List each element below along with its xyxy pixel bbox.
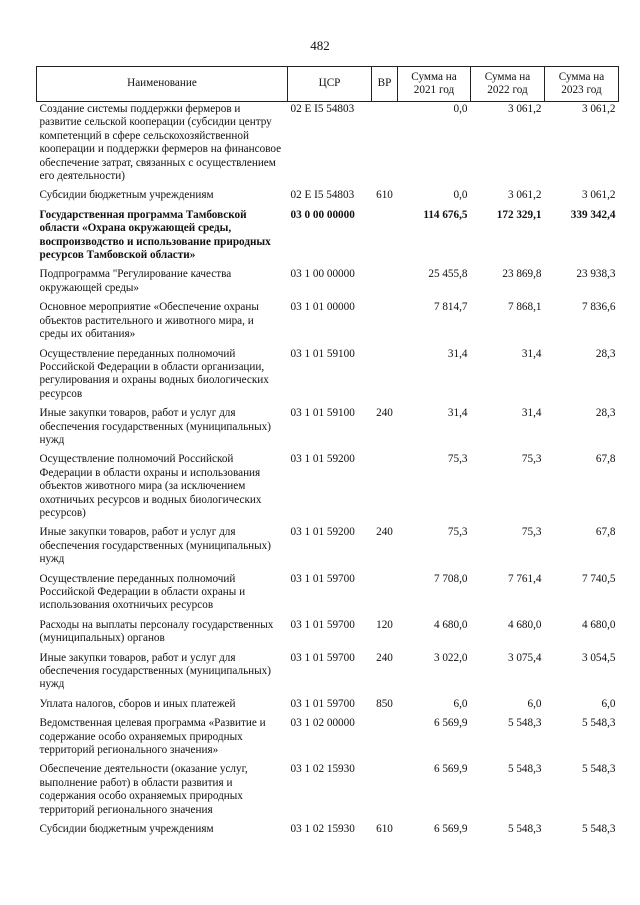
row-sum-2022: 5 548,3 <box>507 717 542 730</box>
table-row <box>37 406 619 452</box>
row-sum-2023: 7 836,6 <box>581 301 616 314</box>
row-sum-2021: 75,3 <box>447 526 468 539</box>
row-sum-2021: 31,4 <box>447 407 468 420</box>
row-vr-code <box>372 300 398 346</box>
row-vr-code: 610 <box>376 823 393 836</box>
row-sum-2022: 75,3 <box>521 526 542 539</box>
row-vr-code: 120 <box>376 618 393 631</box>
row-sum-2022: 4 680,0 <box>507 618 542 631</box>
row-name: Субсидии бюджетным учреждениям <box>39 189 214 202</box>
row-sum-2023: 6,0 <box>601 697 616 710</box>
row-sum-2023: 28,3 <box>595 347 616 360</box>
row-sum-2023: 28,3 <box>595 407 616 420</box>
table-row <box>37 572 619 618</box>
row-sum-2021: 7 708,0 <box>433 572 468 585</box>
row-sum-2021: 3 022,0 <box>433 651 468 664</box>
row-vr-code <box>372 452 398 525</box>
row-csr-code: 03 1 01 59100 <box>290 347 355 360</box>
table-row <box>37 208 619 268</box>
row-sum-2021: 0,0 <box>453 189 468 202</box>
row-sum-2023: 67,8 <box>595 453 616 466</box>
row-name: Государственная программа Тамбовской области «Охрана окружающей среды, воспроизводство и использование природных ресурсов Тамбовской области» <box>39 208 271 262</box>
row-vr-code <box>372 208 398 268</box>
row-sum-2022: 3 061,2 <box>507 103 542 115</box>
budget-table <box>36 66 619 842</box>
row-name: Расходы на выплаты персоналу государственных (муниципальных) органов <box>39 618 274 645</box>
row-csr-code: 02 Е I5 54803 <box>290 189 355 202</box>
row-csr-code: 03 1 01 00000 <box>290 301 355 314</box>
row-vr-code <box>372 102 398 189</box>
row-name: Осуществление переданных полномочий Российской Федерации в области организации, регулирования и охраны водных биологических ресурсов <box>39 347 269 400</box>
table-row <box>37 188 619 207</box>
table-row <box>37 618 619 651</box>
table-row <box>37 697 619 716</box>
row-name: Обеспечение деятельности (оказание услуг, выполнение работ) в области развития и содержания особо охраняемых природных территорий регионального значения <box>39 763 248 816</box>
row-name: Уплата налогов, сборов и иных платежей <box>39 697 236 710</box>
row-sum-2023: 7 740,5 <box>581 572 616 585</box>
row-sum-2023: 23 938,3 <box>576 268 616 281</box>
row-sum-2021: 7 814,7 <box>433 301 468 314</box>
row-csr-code: 03 1 01 59700 <box>290 651 355 664</box>
row-sum-2022: 75,3 <box>521 453 542 466</box>
header-name: Наименование <box>37 67 288 102</box>
row-sum-2022: 7 868,1 <box>507 301 542 314</box>
row-csr-code: 03 1 01 59200 <box>290 453 355 466</box>
row-name: Иные закупки товаров, работ и услуг для обеспечения государственных (муниципальных) нужд <box>39 651 271 691</box>
row-vr-code <box>372 347 398 407</box>
table-row <box>37 762 619 822</box>
row-csr-code: 03 1 01 59200 <box>290 526 355 539</box>
row-csr-code: 03 1 01 59700 <box>290 618 355 631</box>
row-sum-2022: 23 869,8 <box>502 268 542 281</box>
row-sum-2022: 172 329,1 <box>496 208 542 221</box>
row-vr-code: 240 <box>376 526 393 539</box>
row-sum-2022: 6,0 <box>527 697 542 710</box>
row-sum-2023: 67,8 <box>595 526 616 539</box>
row-sum-2022: 3 061,2 <box>507 189 542 202</box>
table-row <box>37 452 619 525</box>
row-csr-code: 02 Е I5 54803 <box>290 103 355 115</box>
header-sum-2022: Сумма на 2022 год <box>471 67 545 102</box>
table-row <box>37 651 619 697</box>
row-sum-2021: 4 680,0 <box>433 618 468 631</box>
table-row <box>37 347 619 407</box>
row-sum-2023: 3 061,2 <box>581 189 616 202</box>
row-sum-2021: 0,0 <box>453 103 468 115</box>
row-vr-code <box>372 572 398 618</box>
row-name: Иные закупки товаров, работ и услуг для обеспечения государственных (муниципальных) нужд <box>39 526 271 566</box>
table-row <box>37 102 619 189</box>
table-row <box>37 822 619 841</box>
row-name: Субсидии бюджетным учреждениям <box>39 823 214 836</box>
table-header <box>37 67 619 102</box>
row-csr-code: 03 1 00 00000 <box>290 268 355 281</box>
row-sum-2021: 6,0 <box>453 697 468 710</box>
header-sum-2023: Сумма на 2023 год <box>545 67 619 102</box>
row-sum-2023: 3 054,5 <box>581 651 616 664</box>
row-sum-2023: 5 548,3 <box>581 763 616 776</box>
row-name: Осуществление полномочий Российской Федерации в области охраны и использования объектов животного мира (за исключением охотничьих ресурсов и водных биологических ресурсов) <box>39 453 262 519</box>
row-sum-2021: 6 569,9 <box>433 717 468 730</box>
table-row <box>37 300 619 346</box>
row-name: Иные закупки товаров, работ и услуг для обеспечения государственных (муниципальных) нужд <box>39 407 271 446</box>
page-number: 482 <box>310 38 330 53</box>
row-vr-code: 610 <box>376 189 393 202</box>
row-vr-code <box>372 716 398 762</box>
row-sum-2022: 3 075,4 <box>507 651 542 664</box>
row-name: Подпрограмма "Регулирование качества окружающей среды» <box>39 268 232 294</box>
row-sum-2021: 31,4 <box>447 347 468 360</box>
row-sum-2023: 4 680,0 <box>581 618 616 631</box>
row-sum-2022: 5 548,3 <box>507 823 542 836</box>
row-sum-2021: 6 569,9 <box>433 763 468 776</box>
row-csr-code: 03 1 01 59700 <box>290 697 355 710</box>
row-name: Основное мероприятие «Обеспечение охраны объектов растительного и животного мира, и среды их обитания» <box>39 301 259 341</box>
table-row <box>37 525 619 571</box>
row-name: Осуществление переданных полномочий Российской Федерации в области охраны и использования охотничьих ресурсов <box>39 572 246 612</box>
row-sum-2022: 31,4 <box>521 347 542 360</box>
row-sum-2021: 25 455,8 <box>428 268 468 281</box>
row-sum-2021: 6 569,9 <box>433 823 468 836</box>
row-name: Создание системы поддержки фермеров и развитие сельской кооперации (субсидии центру компетенций в сфере сельскохозяйственной кооперации и поддержки фермеров на финансовое обеспечение затрат, связанных с осуществлением его деятельности) <box>39 103 282 183</box>
row-vr-code <box>372 267 398 300</box>
row-sum-2023: 3 061,2 <box>581 103 616 115</box>
row-sum-2023: 339 342,4 <box>570 208 616 221</box>
row-sum-2021: 75,3 <box>447 453 468 466</box>
row-csr-code: 03 1 02 15930 <box>290 763 355 776</box>
row-sum-2023: 5 548,3 <box>581 717 616 730</box>
row-vr-code: 240 <box>376 651 393 664</box>
row-sum-2021: 114 676,5 <box>423 208 468 221</box>
row-csr-code: 03 1 01 59100 <box>290 407 355 420</box>
row-csr-code: 03 1 02 00000 <box>290 717 355 730</box>
row-csr-code: 03 1 01 59700 <box>290 572 355 585</box>
row-sum-2022: 31,4 <box>521 407 542 420</box>
row-sum-2022: 7 761,4 <box>507 572 542 585</box>
header-vr: ВР <box>372 67 398 102</box>
row-vr-code: 850 <box>376 697 393 710</box>
table-row <box>37 267 619 300</box>
header-sum-2021: Сумма на 2021 год <box>398 67 471 102</box>
table-body <box>37 102 619 842</box>
row-sum-2022: 5 548,3 <box>507 763 542 776</box>
header-csr: ЦСР <box>288 67 372 102</box>
row-csr-code: 03 0 00 00000 <box>290 208 355 221</box>
row-sum-2023: 5 548,3 <box>581 823 616 836</box>
row-name: Ведомственная целевая программа «Развитие и содержание особо охраняемых природных территорий регионального значения» <box>39 717 266 757</box>
row-csr-code: 03 1 02 15930 <box>290 823 355 836</box>
row-vr-code: 240 <box>376 407 393 420</box>
table-row <box>37 716 619 762</box>
row-vr-code <box>372 762 398 822</box>
